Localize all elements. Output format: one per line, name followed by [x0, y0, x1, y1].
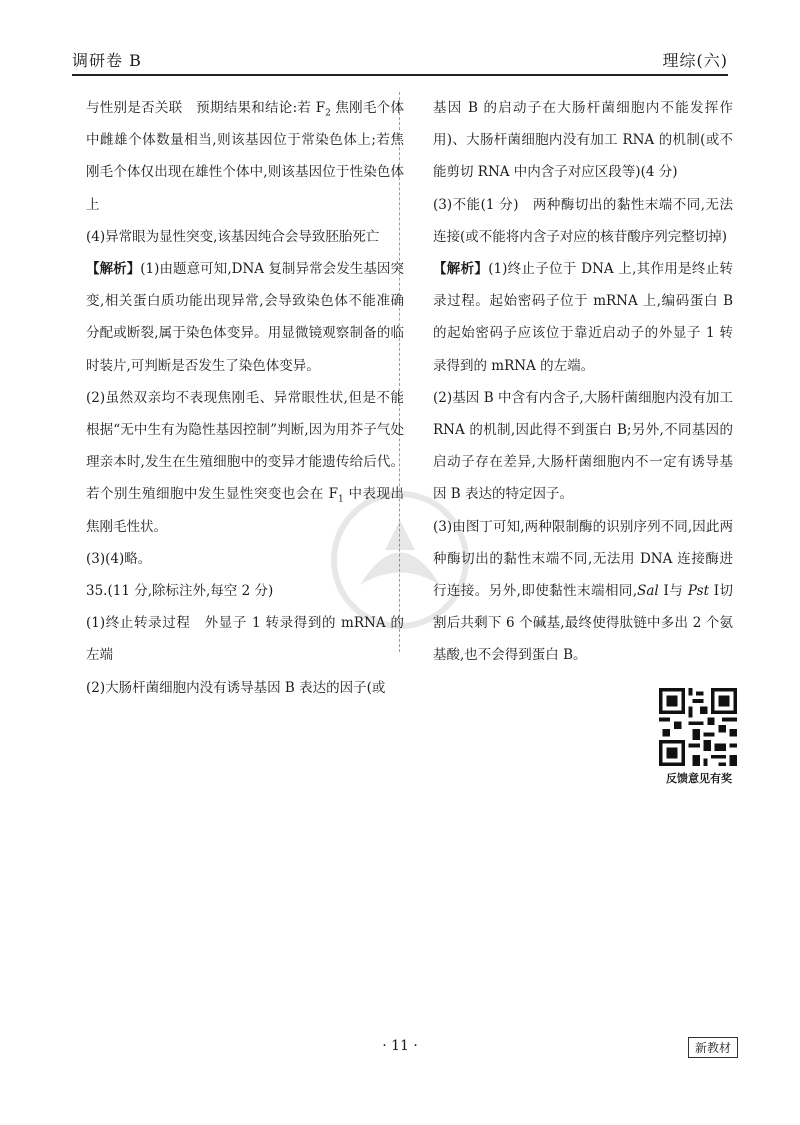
analysis-3-4: (3)(4)略。 [86, 550, 152, 567]
q35-analysis-1: 【解析】(1)终止子位于 DNA 上,其作用是终止转录过程。起始密码子位于 mRNA 上,编码蛋白 B 的起始密码子应该位于靠近启动子的外显子 1 转录得到的 mRNA 的左端。 [433, 261, 734, 374]
q35-answer-1: (1)终止转录过程 外显子 1 转录得到的 mRNA 的左端 [86, 615, 404, 664]
question-35-heading: 35.(11 分,除标注外,每空 2 分) [86, 583, 274, 600]
q35-analysis-3: (3)由图丁可知,两种限制酶的识别序列不同,因此两种酶切出的黏性末端不同,无法用 DNA 连接酶进行连接。另外,即使黏性末端相同,Sal Ⅰ与 Pst Ⅰ切割后共剩下 6 个碱基,最终使得肽链中多出 2 个氨基酸,也不会得到蛋白 B。 [433, 518, 733, 664]
q35-analysis-2: (2)基因 B 中含有内含子,大肠杆菌细胞内没有加工 RNA 的机制,因此得不到蛋白 B;另外,不同基因的启动子存在差异,大肠杆菌细胞内不一定有诱导基因 B 表达的特定因子。 [433, 389, 733, 503]
page-number: · 11 · [382, 1038, 418, 1054]
right-column [433, 92, 733, 672]
q35-answer-2-cont: 基因 B 的启动子在大肠杆菌细胞内不能发挥作用)、大肠杆菌细胞内没有加工 RNA 的机制(或不能剪切 RNA 中内含子对应区段等)(4 分) [433, 100, 733, 181]
page-header [72, 44, 728, 76]
qr-caption: 反馈意见有奖 [666, 772, 732, 785]
header-exam-title: 调研卷 B [72, 51, 142, 70]
edition-badge: 新教材 [688, 1037, 738, 1058]
analysis-1: 【解析】(1)由题意可知,DNA 复制异常会发生基因突变,相关蛋白质功能出现异常,会导致染色体不能准确分配或断裂,属于染色体变异。用显微镜观察制备的临时装片,可判断是否发生了染色体变异。 [86, 261, 404, 374]
analysis-2: (2)虽然双亲均不表现焦刚毛、异常眼性状,但是不能根据“无中生有为隐性基因控制”判断,因为用芥子气处理亲本时,发生在生殖细胞中的变异才能遗传给后代。若个别生殖细胞中发生显性突变也会在 $F_1$ 中表现出焦刚毛性状。 [86, 389, 404, 535]
answer-conclusion: 与性别是否关联 预期结果和结论:若 $F_2$ 焦刚毛个体中雌雄个体数量相当,则该基因位于常染色体上;若焦刚毛个体仅出现在雄性个体中,则该基因位于性染色体上 [86, 100, 404, 213]
header-subject: 理综(六) [662, 51, 728, 70]
q35-answer-3: (3)不能(1 分) 两种酶切出的黏性末端不同,无法连接(或不能将内含子对应的核苷酸序列完整切掉) [433, 196, 733, 245]
qr-code-icon[interactable] [659, 688, 737, 766]
answer-4: (4)异常眼为显性突变,该基因纯合会导致胚胎死亡 [86, 228, 380, 245]
watermark-logo [330, 490, 470, 630]
q35-answer-2-start: (2)大肠杆菌细胞内没有诱导基因 B 表达的因子(或 [86, 679, 386, 696]
